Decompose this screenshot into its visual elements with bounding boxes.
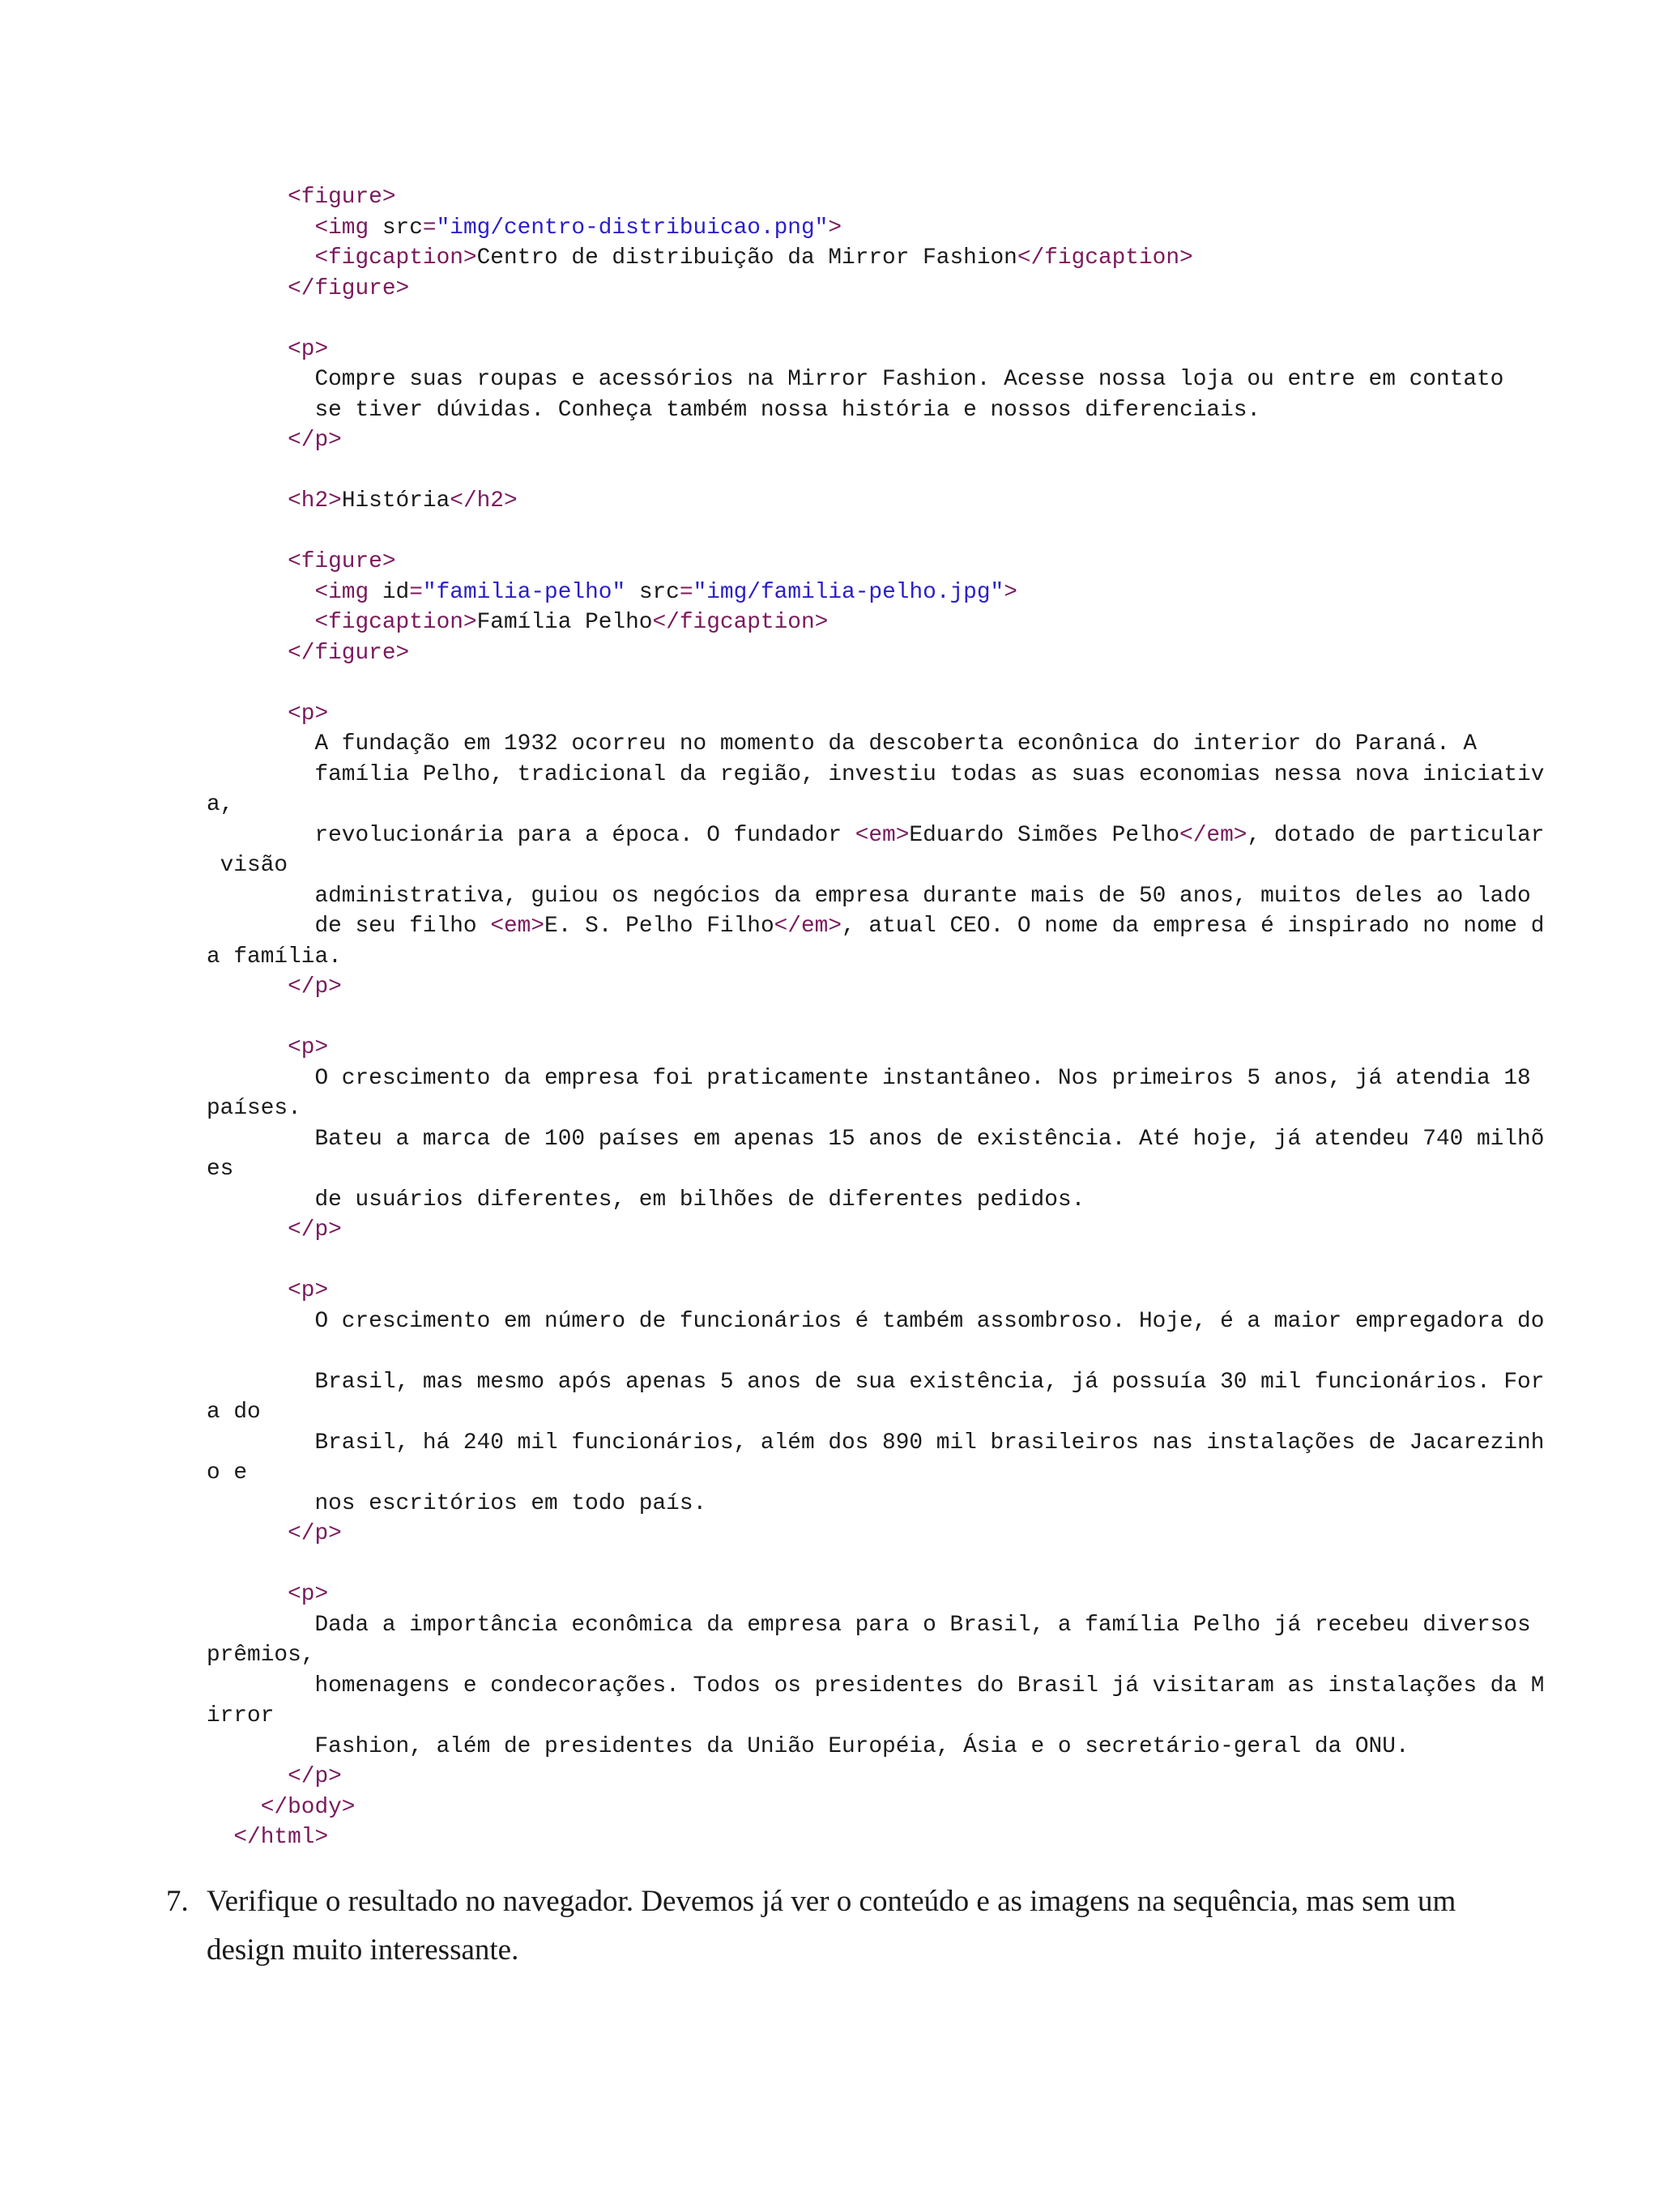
code-text: administrativa, guiou os negócios da empresa durante mais de 50 anos, muitos deles ao lado <box>207 883 1531 909</box>
code-text: Brasil, há 240 mil funcionários, além dos 890 mil brasileiros nas instalações de Jacarezinh <box>207 1430 1545 1455</box>
code-text: Fashion, além de presidentes da União Européia, Ásia e o secretário-geral da ONU. <box>207 1733 1410 1759</box>
code-line <box>207 820 1632 851</box>
code-line <box>207 1093 1632 1124</box>
code-text: id <box>382 579 410 605</box>
code-line <box>207 243 1632 274</box>
code-line <box>207 1701 1632 1732</box>
code-tag: = <box>409 579 423 605</box>
code-line <box>207 547 1632 578</box>
code-line <box>207 1458 1632 1489</box>
code-line <box>207 1246 1632 1276</box>
code-line <box>207 790 1632 820</box>
code-tag: <figure> <box>207 185 396 210</box>
code-line <box>207 1276 1632 1306</box>
code-line <box>207 1336 1632 1367</box>
code-text: a família. <box>207 944 342 970</box>
code-text: O crescimento da empresa foi praticamente instantâneo. Nos primeiros 5 anos, já atendia 18 <box>207 1065 1531 1091</box>
code-line <box>207 607 1632 638</box>
code-tag: </p> <box>207 1764 342 1789</box>
code-line <box>207 638 1632 669</box>
code-tag: <img <box>207 215 382 241</box>
code-line <box>207 911 1632 942</box>
code-text: de seu filho <box>207 914 491 939</box>
code-line <box>207 1063 1632 1094</box>
code-tag: </figcaption> <box>1017 245 1193 271</box>
code-text: nos escritórios em todo país. <box>207 1490 707 1516</box>
code-text: homenagens e condecorações. Todos os presidentes do Brasil já visitaram as instalações da M <box>207 1673 1545 1698</box>
code-text: visão <box>207 853 288 878</box>
code-text: História <box>341 488 450 514</box>
code-text: Família Pelho <box>476 610 653 635</box>
code-line <box>207 1579 1632 1610</box>
code-line <box>207 364 1632 395</box>
code-line <box>207 578 1632 608</box>
code-tag: <p> <box>207 336 329 362</box>
code-attr-value: "img/centro-distribuicao.png" <box>436 215 829 241</box>
code-tag: <p> <box>207 1582 329 1607</box>
code-line <box>207 1003 1632 1034</box>
code-text: src <box>625 579 680 605</box>
code-text: Bateu a marca de 100 países em apenas 15 anos de existência. Até hoje, já atendeu 740 milhõ <box>207 1126 1545 1152</box>
code-text: se tiver dúvidas. Conheça também nossa história e nossos diferenciais. <box>207 397 1261 423</box>
code-text: O crescimento em número de funcionários é também assombroso. Hoje, é a maior empregadora do <box>207 1308 1545 1334</box>
code-line <box>207 699 1632 730</box>
code-line <box>207 1732 1632 1762</box>
code-line <box>207 1124 1632 1155</box>
code-line <box>207 304 1632 335</box>
code-tag: = <box>422 215 437 241</box>
code-tag: </figure> <box>207 275 410 301</box>
code-line <box>207 1154 1632 1185</box>
code-line <box>207 760 1632 791</box>
code-text: A fundação em 1932 ocorreu no momento da descoberta econônica do interior do Paraná. A <box>207 731 1477 757</box>
code-line <box>207 1033 1632 1063</box>
code-tag: </h2> <box>450 488 518 514</box>
code-line <box>207 1640 1632 1671</box>
code-tag: </p> <box>207 428 342 453</box>
code-line <box>207 517 1632 548</box>
code-line <box>207 182 1632 213</box>
code-text: src <box>382 215 423 241</box>
code-line <box>207 1367 1632 1398</box>
code-tag: </figure> <box>207 640 410 666</box>
code-text: de usuários diferentes, em bilhões de diferentes pedidos. <box>207 1187 1085 1213</box>
code-line <box>207 1397 1632 1428</box>
code-line <box>207 274 1632 305</box>
code-text: revolucionária para a época. O fundador <box>207 822 855 848</box>
code-tag: <p> <box>207 1035 329 1060</box>
code-line <box>207 1671 1632 1702</box>
code-tag: <figure> <box>207 549 396 574</box>
code-line <box>207 1610 1632 1641</box>
step-number: 7. <box>166 1885 189 1918</box>
code-line <box>207 668 1632 699</box>
code-line <box>207 1306 1632 1337</box>
code-tag: <em> <box>490 914 545 939</box>
code-tag: </p> <box>207 1521 342 1546</box>
code-line <box>207 881 1632 912</box>
code-line <box>207 1519 1632 1549</box>
code-text: prêmios, <box>207 1643 315 1668</box>
code-line <box>207 1822 1632 1853</box>
code-line <box>207 972 1632 1003</box>
code-line <box>207 456 1632 487</box>
code-tag: </em> <box>774 914 842 939</box>
code-text: a do <box>207 1400 261 1425</box>
code-text: Eduardo Simões Pelho <box>909 822 1180 848</box>
code-tag: <p> <box>207 1278 329 1303</box>
code-tag: </html> <box>207 1825 329 1850</box>
code-line <box>207 1792 1632 1823</box>
code-text: es <box>207 1157 234 1182</box>
code-tag: <em> <box>855 822 910 848</box>
code-line <box>207 1215 1632 1246</box>
code-line <box>207 335 1632 365</box>
code-text: Dada a importância econômica da empresa para o Brasil, a família Pelho já recebeu diversos <box>207 1612 1531 1638</box>
code-text: E. S. Pelho Filho <box>544 914 774 939</box>
code-tag: > <box>1004 579 1017 605</box>
code-text: a, <box>207 792 234 817</box>
code-line <box>207 1489 1632 1519</box>
code-line <box>207 850 1632 881</box>
code-text: família Pelho, tradicional da região, investiu todas as suas economias nessa nova iniciativ <box>207 761 1545 787</box>
code-tag: <figcaption> <box>207 245 477 271</box>
code-line <box>207 425 1632 456</box>
code-tag: </body> <box>207 1794 356 1820</box>
code-line <box>207 1428 1632 1459</box>
code-tag: </em> <box>1179 822 1247 848</box>
code-attr-value: "familia-pelho" <box>422 579 626 605</box>
code-line <box>207 1762 1632 1792</box>
code-text: , dotado de particular <box>1247 822 1545 848</box>
code-tag: <img <box>207 579 382 605</box>
code-text: Compre suas roupas e acessórios na Mirror Fashion. Acesse nossa loja ou entre em contato <box>207 367 1504 392</box>
code-text: , atual CEO. O nome da empresa é inspirado no nome d <box>842 914 1545 939</box>
code-tag: <p> <box>207 701 329 727</box>
code-tag: <figcaption> <box>207 610 477 635</box>
code-text: Brasil, mas mesmo após apenas 5 anos de sua existência, já possuía 30 mil funcionários. For <box>207 1369 1545 1395</box>
code-text: irror <box>207 1703 275 1728</box>
code-tag: > <box>828 215 842 241</box>
code-line <box>207 1549 1632 1580</box>
code-tag: <h2> <box>207 488 342 514</box>
code-listing <box>207 182 1632 1853</box>
code-tag: </figcaption> <box>652 610 829 635</box>
code-line <box>207 486 1632 517</box>
step-text: Verifique o resultado no navegador. Devemos já ver o conteúdo e as imagens na sequência, mas sem um design muito interessante. <box>207 1885 1456 1967</box>
code-text: o e <box>207 1460 248 1485</box>
code-text: países. <box>207 1096 301 1121</box>
code-tag: = <box>679 579 693 605</box>
code-line <box>207 213 1632 244</box>
code-line <box>207 729 1632 760</box>
code-tag: </p> <box>207 1217 342 1242</box>
code-text: Centro de distribuição da Mirror Fashion <box>476 245 1017 271</box>
code-line <box>207 395 1632 426</box>
code-line <box>207 1185 1632 1216</box>
code-line <box>207 942 1632 973</box>
code-attr-value: "img/familia-pelho.jpg" <box>693 579 1004 605</box>
code-tag: </p> <box>207 974 342 999</box>
